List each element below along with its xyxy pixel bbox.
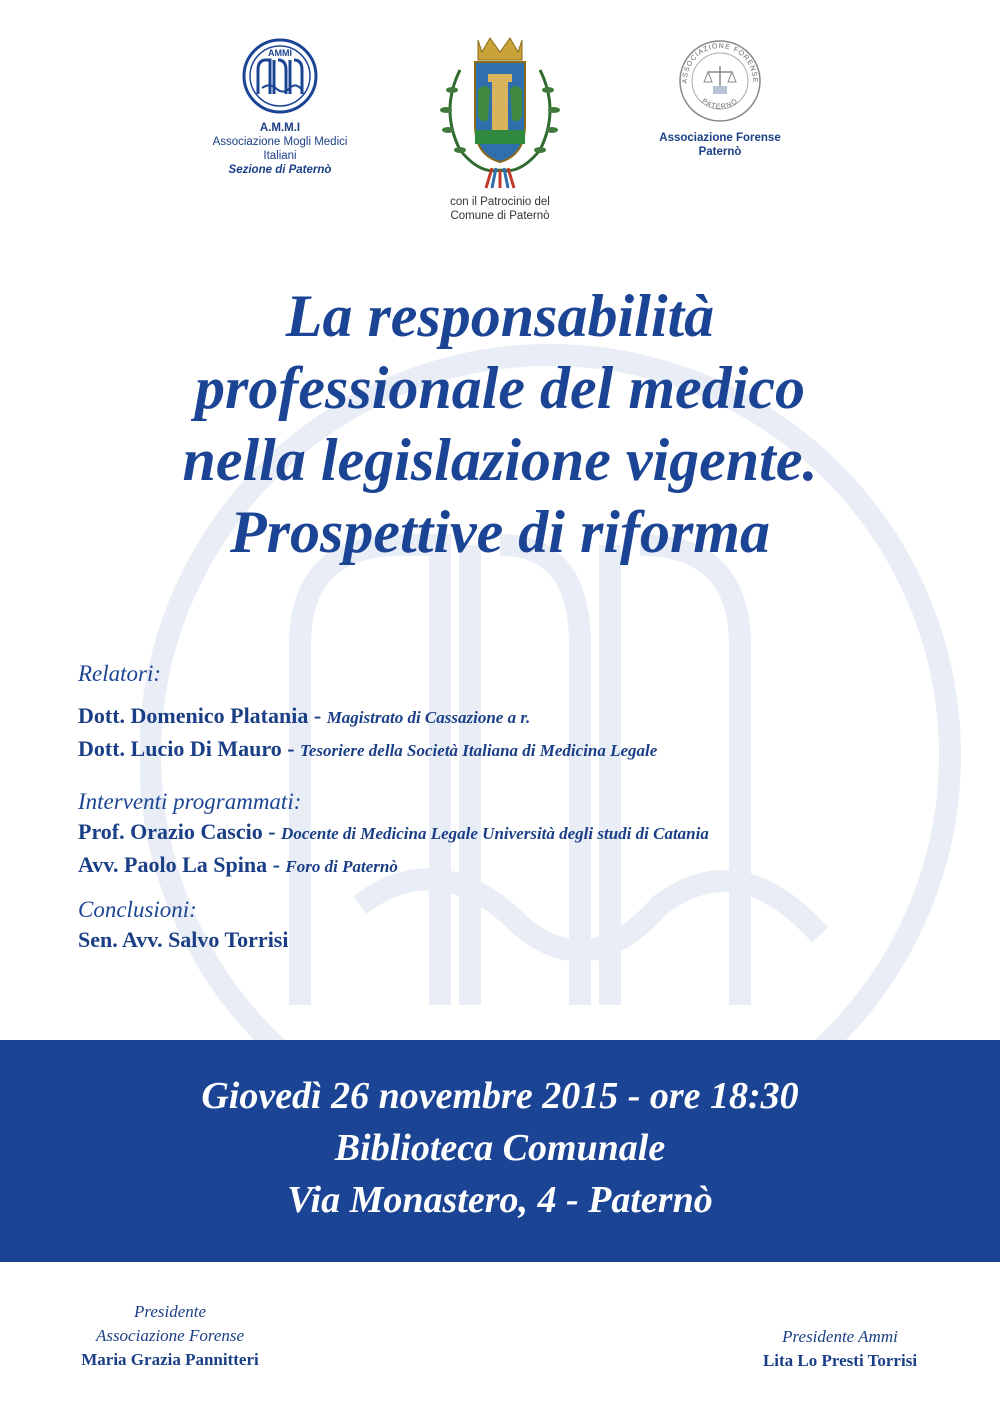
- event-banner: [0, 1040, 1000, 1262]
- speaker-role: Magistrato di Cassazione a r.: [326, 708, 531, 727]
- signature-role: Presidente Ammi: [782, 1327, 898, 1346]
- relatori-label: Relatori:: [78, 661, 162, 686]
- patrocinio-caption: con il Patrocinio del: [450, 196, 550, 208]
- speaker-name: Sen. Avv. Salvo Torrisi: [78, 927, 289, 952]
- ammi-emblem-icon: [240, 36, 320, 116]
- forense-city: Paternò: [698, 146, 742, 158]
- speaker-role: Tesoriere della Società Italiana di Medicina Legale: [300, 741, 658, 760]
- ammi-logo-block: [200, 36, 360, 177]
- title-line-1: La responsabilità: [285, 283, 715, 349]
- speaker-role: Foro di Paternò: [285, 857, 398, 876]
- signature-name: Maria Grazia Pannitteri: [81, 1350, 259, 1369]
- svg-text:ASSOCIAZIONE FORENSE: ASSOCIAZIONE FORENSE: [681, 42, 759, 84]
- signature-right: [720, 1325, 960, 1373]
- ammi-acronym: A.M.M.I: [259, 122, 301, 134]
- conclusioni-label: Conclusioni:: [78, 897, 197, 922]
- event-venue: Biblioteca Comunale: [334, 1127, 666, 1169]
- title-line-2: professionale del medico: [195, 355, 805, 421]
- ammi-full-name: Associazione Mogli Medici Italiani: [212, 136, 348, 162]
- signature-left: [40, 1300, 300, 1372]
- page-title: [40, 280, 960, 568]
- forense-seal-icon: [675, 36, 765, 126]
- speakers-section: [78, 660, 958, 955]
- svg-text:PATERNÒ: PATERNÒ: [700, 97, 740, 111]
- title-line-3: nella legislazione vigente.: [182, 427, 818, 493]
- interventi-label: Interventi programmati:: [78, 789, 302, 814]
- speaker-row: [78, 924, 958, 955]
- signature-role: Associazione Forense: [95, 1326, 245, 1345]
- speaker-row: Avv. Paolo La Spina - Foro di Paternò: [78, 852, 398, 877]
- speaker-name: Dott. Lucio Di Mauro: [78, 736, 282, 761]
- speaker-name: Prof. Orazio Cascio: [78, 819, 263, 844]
- signature-name: Lita Lo Presti Torrisi: [762, 1351, 918, 1370]
- event-datetime: Giovedì 26 novembre 2015 - ore 18:30: [201, 1075, 799, 1117]
- speaker-name: Avv. Paolo La Spina: [78, 852, 268, 877]
- speaker-role: Docente di Medicina Legale Università degli studi di Catania: [281, 824, 709, 843]
- comune-caption: Comune di Paternò: [450, 210, 550, 222]
- signature-role: Presidente: [133, 1302, 207, 1321]
- svg-text:AMMI: AMMI: [268, 48, 292, 58]
- speaker-row: Prof. Orazio Cascio - Docente di Medicina Legale Università degli studi di Catania: [78, 819, 709, 844]
- speaker-row: Dott. Domenico Platania - Magistrato di Cassazione a r.: [78, 703, 531, 728]
- event-address: Via Monastero, 4 - Paternò: [287, 1179, 713, 1221]
- coat-of-arms-icon: [430, 30, 570, 190]
- title-line-4: Prospettive di riforma: [230, 499, 770, 565]
- forense-logo-block: [640, 36, 800, 159]
- ammi-section: Sezione di Paternò: [228, 164, 332, 176]
- comune-logo-block: [420, 30, 580, 223]
- speaker-name: Dott. Domenico Platania: [78, 703, 309, 728]
- speaker-row: Dott. Lucio Di Mauro - Tesoriere della Società Italiana di Medicina Legale: [78, 736, 658, 761]
- forense-name: Associazione Forense: [659, 132, 781, 144]
